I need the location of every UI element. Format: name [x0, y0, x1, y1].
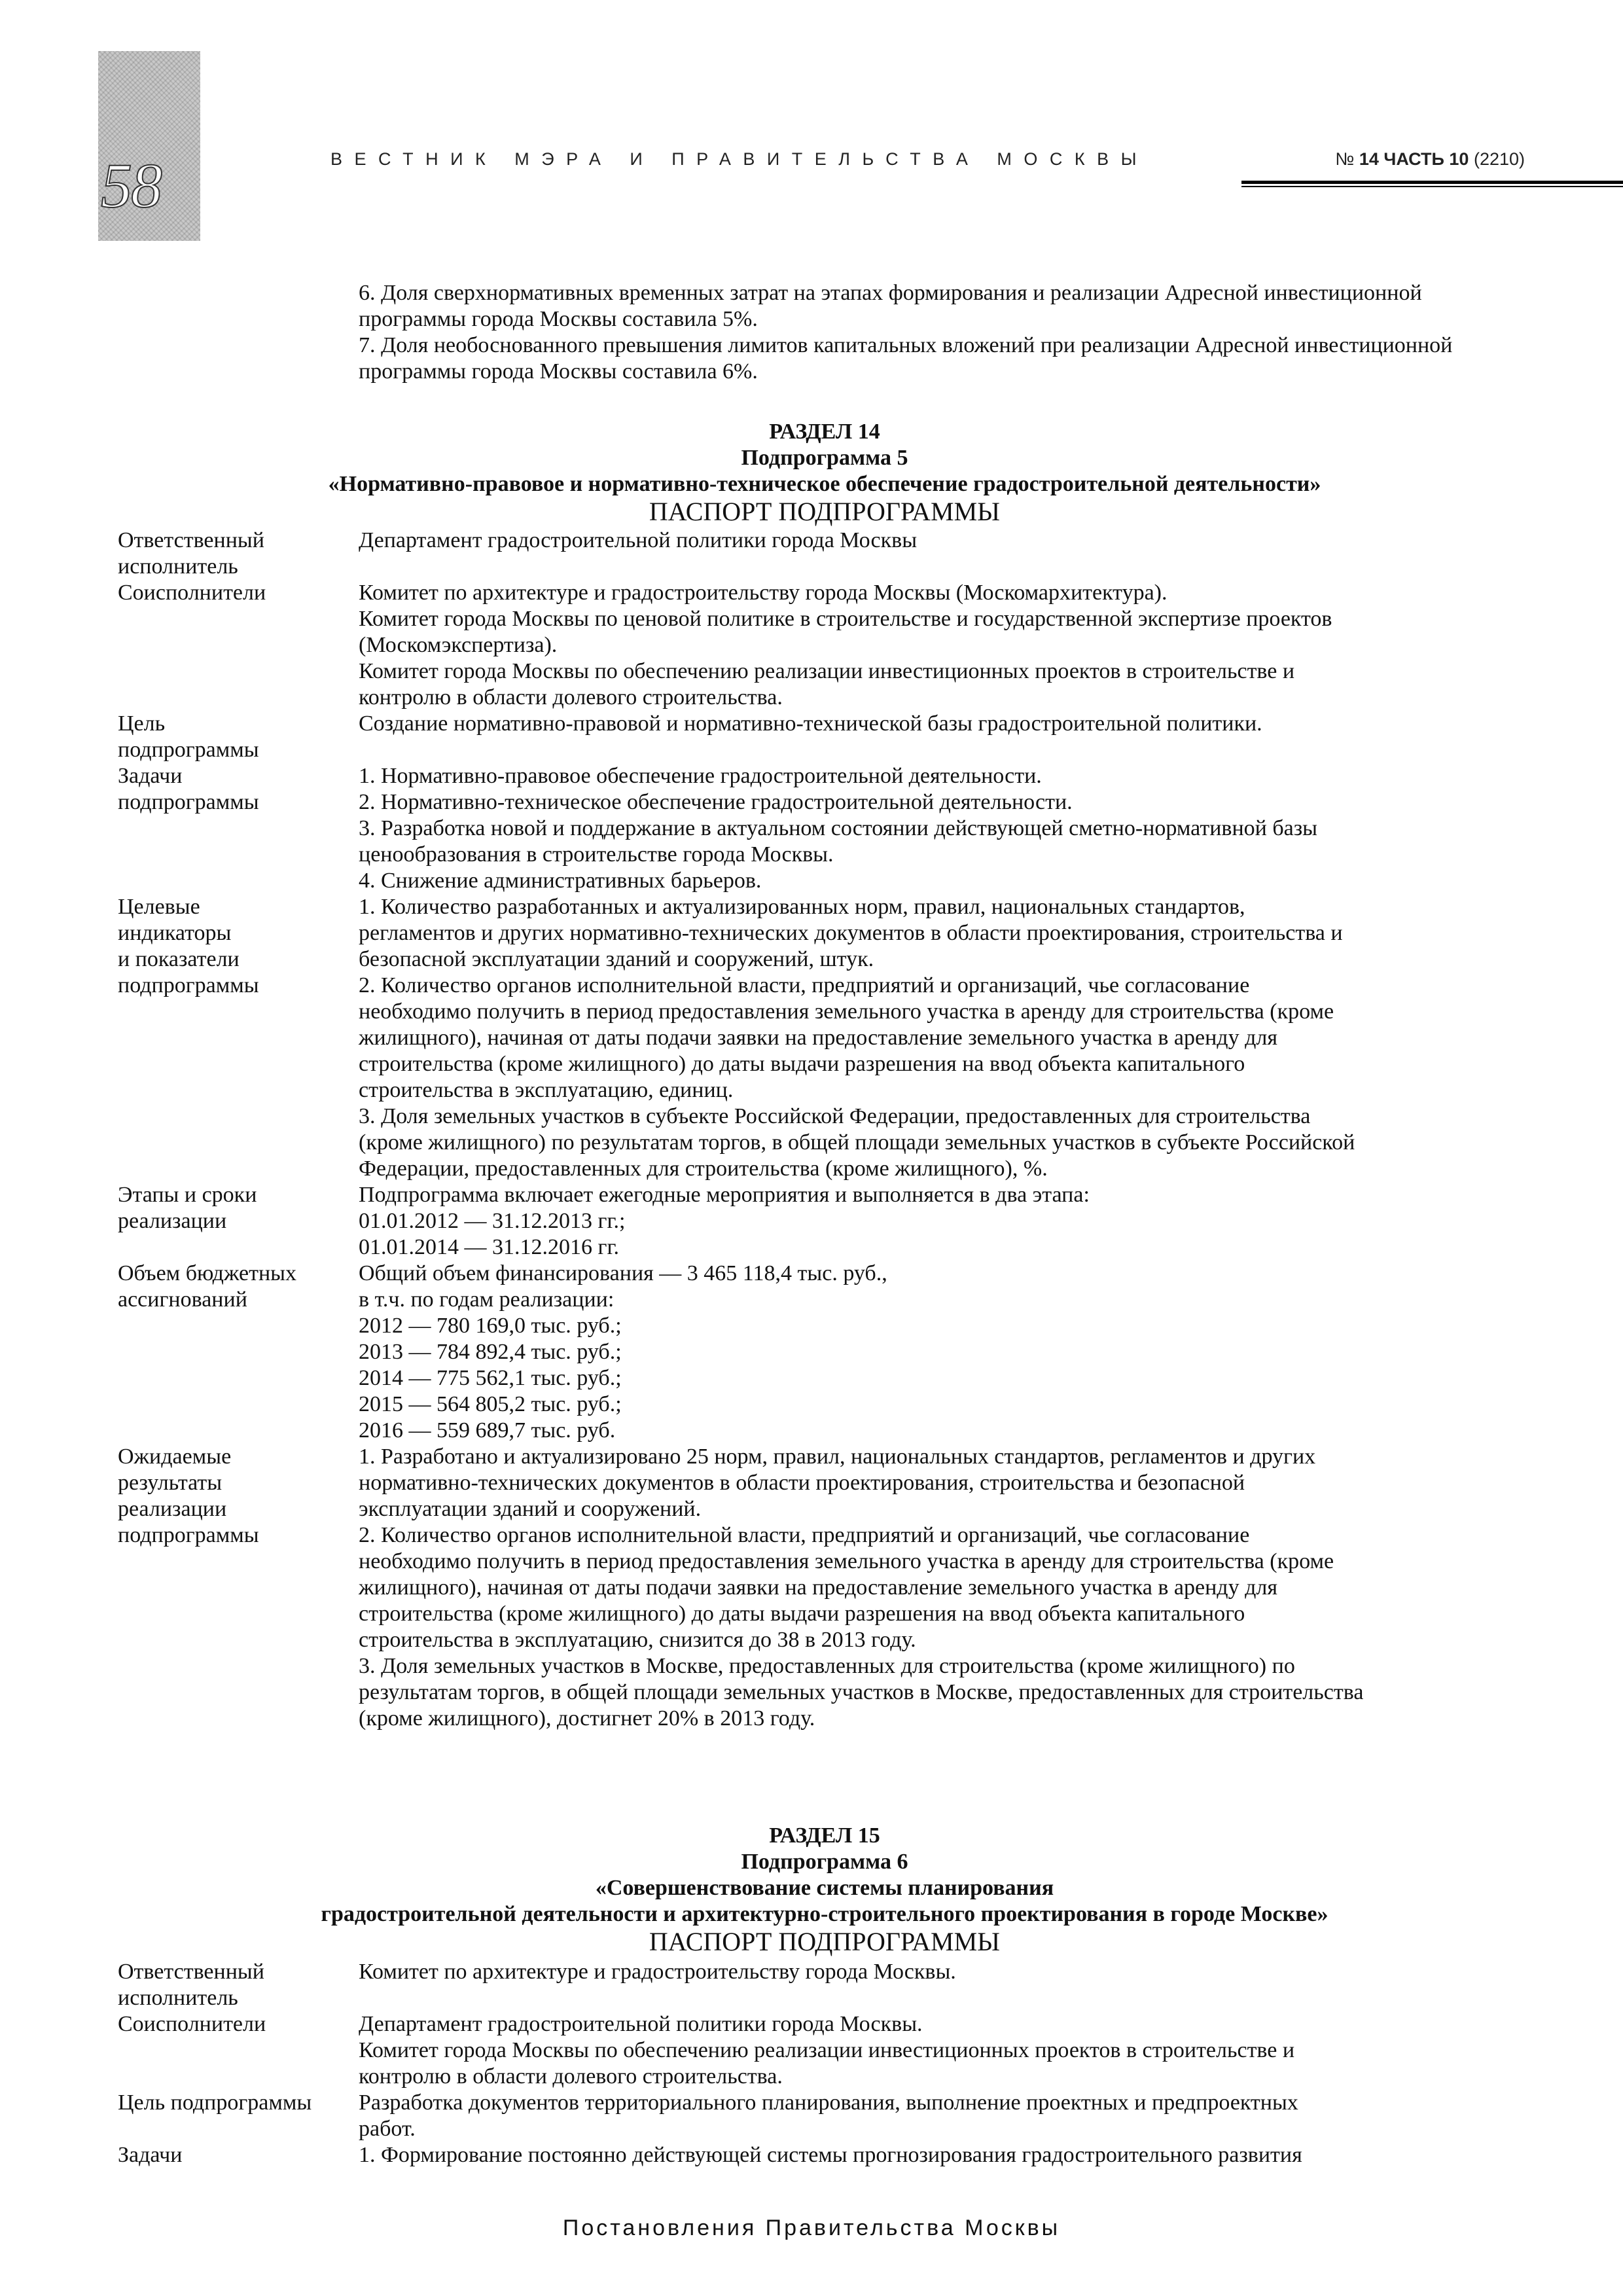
passport-row-value [359, 2011, 1538, 2090]
passport-row-label [118, 1959, 359, 2011]
value-line: 01.01.2014 — 31.12.2016 гг. [359, 1235, 620, 1259]
passport-row-value [359, 580, 1538, 711]
passport-row-value [359, 894, 1538, 1182]
passport-row-value [359, 711, 1538, 763]
value-line: 2. Нормативно-техническое обеспечение градостроительной деятельности. [359, 790, 1073, 814]
page-number: 58 [101, 151, 161, 221]
value-line: контролю в области долевого строительства. [359, 685, 783, 709]
journal-title: ВЕСТНИК МЭРА И ПРАВИТЕЛЬСТВА МОСКВЫ [330, 149, 1149, 169]
value-line: безопасной эксплуатации зданий и сооружений, штук. [359, 947, 874, 971]
passport-row-label [118, 2011, 359, 2090]
label-line: Ожидаемые [118, 1444, 232, 1469]
footer-title: Постановления Правительства Москвы [562, 2215, 1061, 2240]
label-line: индикаторы [118, 921, 232, 945]
section-15-passport [118, 1959, 1538, 2168]
value-line: ценообразования в строительстве города Москвы. [359, 842, 834, 867]
passport-row [118, 528, 1538, 580]
value-line: 1. Разработано и актуализировано 25 норм, правил, национальных стандартов, регламентов и других [359, 1444, 1316, 1469]
label-line: подпрограммы [118, 1523, 259, 1547]
section-14-heading [118, 419, 1531, 526]
value-line: 2015 — 564 805,2 тыс. руб.; [359, 1392, 622, 1416]
value-line: 2014 — 775 562,1 тыс. руб.; [359, 1366, 622, 1390]
value-line: контролю в области долевого строительства. [359, 2064, 783, 2089]
value-line: эксплуатации зданий и сооружений. [359, 1497, 702, 1521]
value-line: (Москомэкспертиза). [359, 633, 558, 657]
section-15-subprogram: Подпрограмма 6 [741, 1850, 908, 1874]
passport-row-value [359, 1261, 1538, 1444]
value-line: жилищного), начиная от даты подачи заявки на предоставление земельного участка в аренду для [359, 1026, 1278, 1050]
passport-row-value [359, 2090, 1538, 2142]
value-line: Комитет по архитектуре и градостроительству города Москвы (Москомархитектура). [359, 581, 1168, 605]
passport-row [118, 711, 1538, 763]
value-line: 2. Количество органов исполнительной власти, предприятий и организаций, чье согласование [359, 973, 1250, 997]
label-line: Этапы и сроки [118, 1183, 257, 1207]
page-number-block [98, 51, 200, 241]
value-line: в т.ч. по годам реализации: [359, 1287, 615, 1312]
label-line: исполнитель [118, 1986, 238, 2010]
value-line: Комитет по архитектуре и градостроительству города Москвы. [359, 1960, 956, 1984]
label-line: Задачи [118, 2143, 183, 2167]
passport-row [118, 763, 1538, 894]
label-line: Соисполнители [118, 2012, 266, 2036]
section-15-title: РАЗДЕЛ 15 [769, 1823, 880, 1848]
passport-row-label [118, 894, 359, 1182]
issue-prefix: № [1335, 149, 1359, 169]
header-rule [1241, 181, 1623, 187]
value-line: результатам торгов, в общей площади земельных участков в Москве, предоставленных для строительства [359, 1680, 1364, 1704]
value-line: 1. Формирование постоянно действующей системы прогнозирования градостроительного развития [359, 2143, 1302, 2167]
value-line: 2013 — 784 892,4 тыс. руб.; [359, 1340, 622, 1364]
section-14-passport [118, 528, 1538, 1732]
value-line: 01.01.2012 — 31.12.2013 гг.; [359, 1209, 626, 1233]
intro-text [359, 280, 1530, 385]
value-line: Федерации, предоставленных для строительства (кроме жилищного), %. [359, 1157, 1048, 1181]
value-line: работ. [359, 2117, 416, 2141]
label-line: Цель [118, 711, 166, 736]
value-line: Комитет города Москвы по ценовой политике в строительстве и государственной экспертизе проектов [359, 607, 1332, 631]
value-line: 2. Количество органов исполнительной власти, предприятий и организаций, чье согласование [359, 1523, 1250, 1547]
label-line: ассигнований [118, 1287, 247, 1312]
value-line: строительства в эксплуатацию, снизится до 38 в 2013 году. [359, 1628, 916, 1652]
value-line: 1. Нормативно-правовое обеспечение градостроительной деятельности. [359, 764, 1042, 788]
section-15-heading [118, 1823, 1531, 1956]
value-line: нормативно-технических документов в области проектирования, строительства и безопасной [359, 1471, 1245, 1495]
running-head [330, 149, 1525, 182]
passport-row-label [118, 1261, 359, 1444]
section-15-name-line2: градостроительной деятельности и архитектурно-строительного проектирования в городе Москве» [321, 1902, 1329, 1926]
value-line: Комитет города Москвы по обеспечению реализации инвестиционных проектов в строительстве и [359, 2038, 1295, 2062]
label-line: реализации [118, 1209, 227, 1233]
issue-part: ЧАСТЬ 10 [1383, 149, 1469, 169]
passport-row-label [118, 1444, 359, 1732]
value-line: необходимо получить в период предоставления земельного участка в аренду для строительства (кроме [359, 999, 1334, 1024]
passport-row-label [118, 711, 359, 763]
passport-row-value [359, 528, 1538, 580]
passport-row-label [118, 580, 359, 711]
label-line: подпрограммы [118, 973, 259, 997]
passport-row [118, 1444, 1538, 1732]
section-14-title: РАЗДЕЛ 14 [769, 420, 880, 444]
passport-row-value [359, 1444, 1538, 1732]
passport-row-value [359, 1959, 1538, 2011]
section-15-name-line1: «Совершенствование системы планирования [595, 1876, 1054, 1900]
issue-number: 14 [1359, 149, 1379, 169]
passport-row-label [118, 2090, 359, 2142]
passport-row-value [359, 2142, 1538, 2168]
value-line: Подпрограмма включает ежегодные мероприятия и выполняется в два этапа: [359, 1183, 1090, 1207]
section-14-passport-title: ПАСПОРТ ПОДПРОГРАММЫ [649, 497, 1001, 526]
value-line: Разработка документов территориального планирования, выполнение проектных и предпроектных [359, 2090, 1298, 2115]
value-line: строительства (кроме жилищного) до даты выдачи разрешения на ввод объекта капитального [359, 1602, 1245, 1626]
value-line: регламентов и других нормативно-технических документов в области проектирования, строительства и [359, 921, 1343, 945]
value-line: (кроме жилищного), достигнет 20% в 2013 году. [359, 1706, 815, 1731]
passport-row-label [118, 763, 359, 894]
value-line: Департамент градостроительной политики города Москвы. [359, 2012, 923, 2036]
label-line: реализации [118, 1497, 227, 1521]
value-line: необходимо получить в период предоставления земельного участка в аренду для строительства (кроме [359, 1549, 1334, 1573]
passport-row-value [359, 763, 1538, 894]
value-line: Общий объем финансирования — 3 465 118,4 тыс. руб., [359, 1261, 887, 1285]
passport-row [118, 580, 1538, 711]
value-line: 2012 — 780 169,0 тыс. руб.; [359, 1314, 622, 1338]
value-line: 3. Доля земельных участков в субъекте Российской Федерации, предоставленных для строительства [359, 1104, 1311, 1128]
value-line: строительства (кроме жилищного) до даты выдачи разрешения на ввод объекта капитального [359, 1052, 1245, 1076]
label-line: подпрограммы [118, 790, 259, 814]
passport-row-label [118, 1182, 359, 1261]
passport-row [118, 2011, 1538, 2090]
value-line: Комитет города Москвы по обеспечению реализации инвестиционных проектов в строительстве и [359, 659, 1295, 683]
value-line: 4. Снижение административных барьеров. [359, 869, 762, 893]
section-14-subprogram: Подпрограмма 5 [741, 446, 908, 470]
label-line: исполнитель [118, 554, 238, 579]
value-line: строительства в эксплуатацию, единиц. [359, 1078, 734, 1102]
passport-row [118, 2090, 1538, 2142]
label-line: Цель подпрограммы [118, 2090, 312, 2115]
intro-paragraph-7: 7. Доля необоснованного превышения лимитов капитальных вложений при реализации Адресной инвестиционной программы города Москвы составила 6%. [359, 333, 1453, 384]
issue-info [1335, 149, 1525, 170]
label-line: Ответственный [118, 1960, 264, 1984]
label-line: результаты [118, 1471, 223, 1495]
section-15-passport-title: ПАСПОРТ ПОДПРОГРАММЫ [649, 1927, 1001, 1956]
passport-row [118, 1261, 1538, 1444]
label-line: Целевые [118, 895, 200, 919]
value-line: (кроме жилищного) по результатам торгов, в общей площади земельных участков в субъекте Российской [359, 1130, 1355, 1155]
value-line: 2016 — 559 689,7 тыс. руб. [359, 1418, 616, 1443]
value-line: Департамент градостроительной политики города Москвы [359, 528, 918, 552]
value-line: 3. Доля земельных участков в Москве, предоставленных для строительства (кроме жилищного) по [359, 1654, 1295, 1678]
section-14-name: «Нормативно-правовое и нормативно-техническое обеспечение градостроительной деятельности» [328, 472, 1321, 496]
label-line: и показатели [118, 947, 240, 971]
value-line: 3. Разработка новой и поддержание в актуальном состоянии действующей сметно-нормативной базы [359, 816, 1318, 840]
label-line: Соисполнители [118, 581, 266, 605]
label-line: Ответственный [118, 528, 264, 552]
passport-row-label [118, 528, 359, 580]
passport-row [118, 1959, 1538, 2011]
intro-paragraph-6: 6. Доля сверхнормативных временных затрат на этапах формирования и реализации Адресной инвестиционной программы города Москвы составила 5%. [359, 281, 1422, 331]
passport-row [118, 894, 1538, 1182]
passport-row [118, 2142, 1538, 2168]
value-line: жилищного), начиная от даты подачи заявки на предоставление земельного участка в аренду для [359, 1575, 1278, 1600]
passport-row [118, 1182, 1538, 1261]
passport-row-label [118, 2142, 359, 2168]
issue-serial: (2210) [1473, 149, 1525, 169]
label-line: Объем бюджетных [118, 1261, 296, 1285]
value-line: 1. Количество разработанных и актуализированных норм, правил, национальных стандартов, [359, 895, 1245, 919]
passport-row-value [359, 1182, 1538, 1261]
value-line: Создание нормативно-правовой и нормативно-технической базы градостроительной политики. [359, 711, 1262, 736]
label-line: Задачи [118, 764, 183, 788]
label-line: подпрограммы [118, 738, 259, 762]
